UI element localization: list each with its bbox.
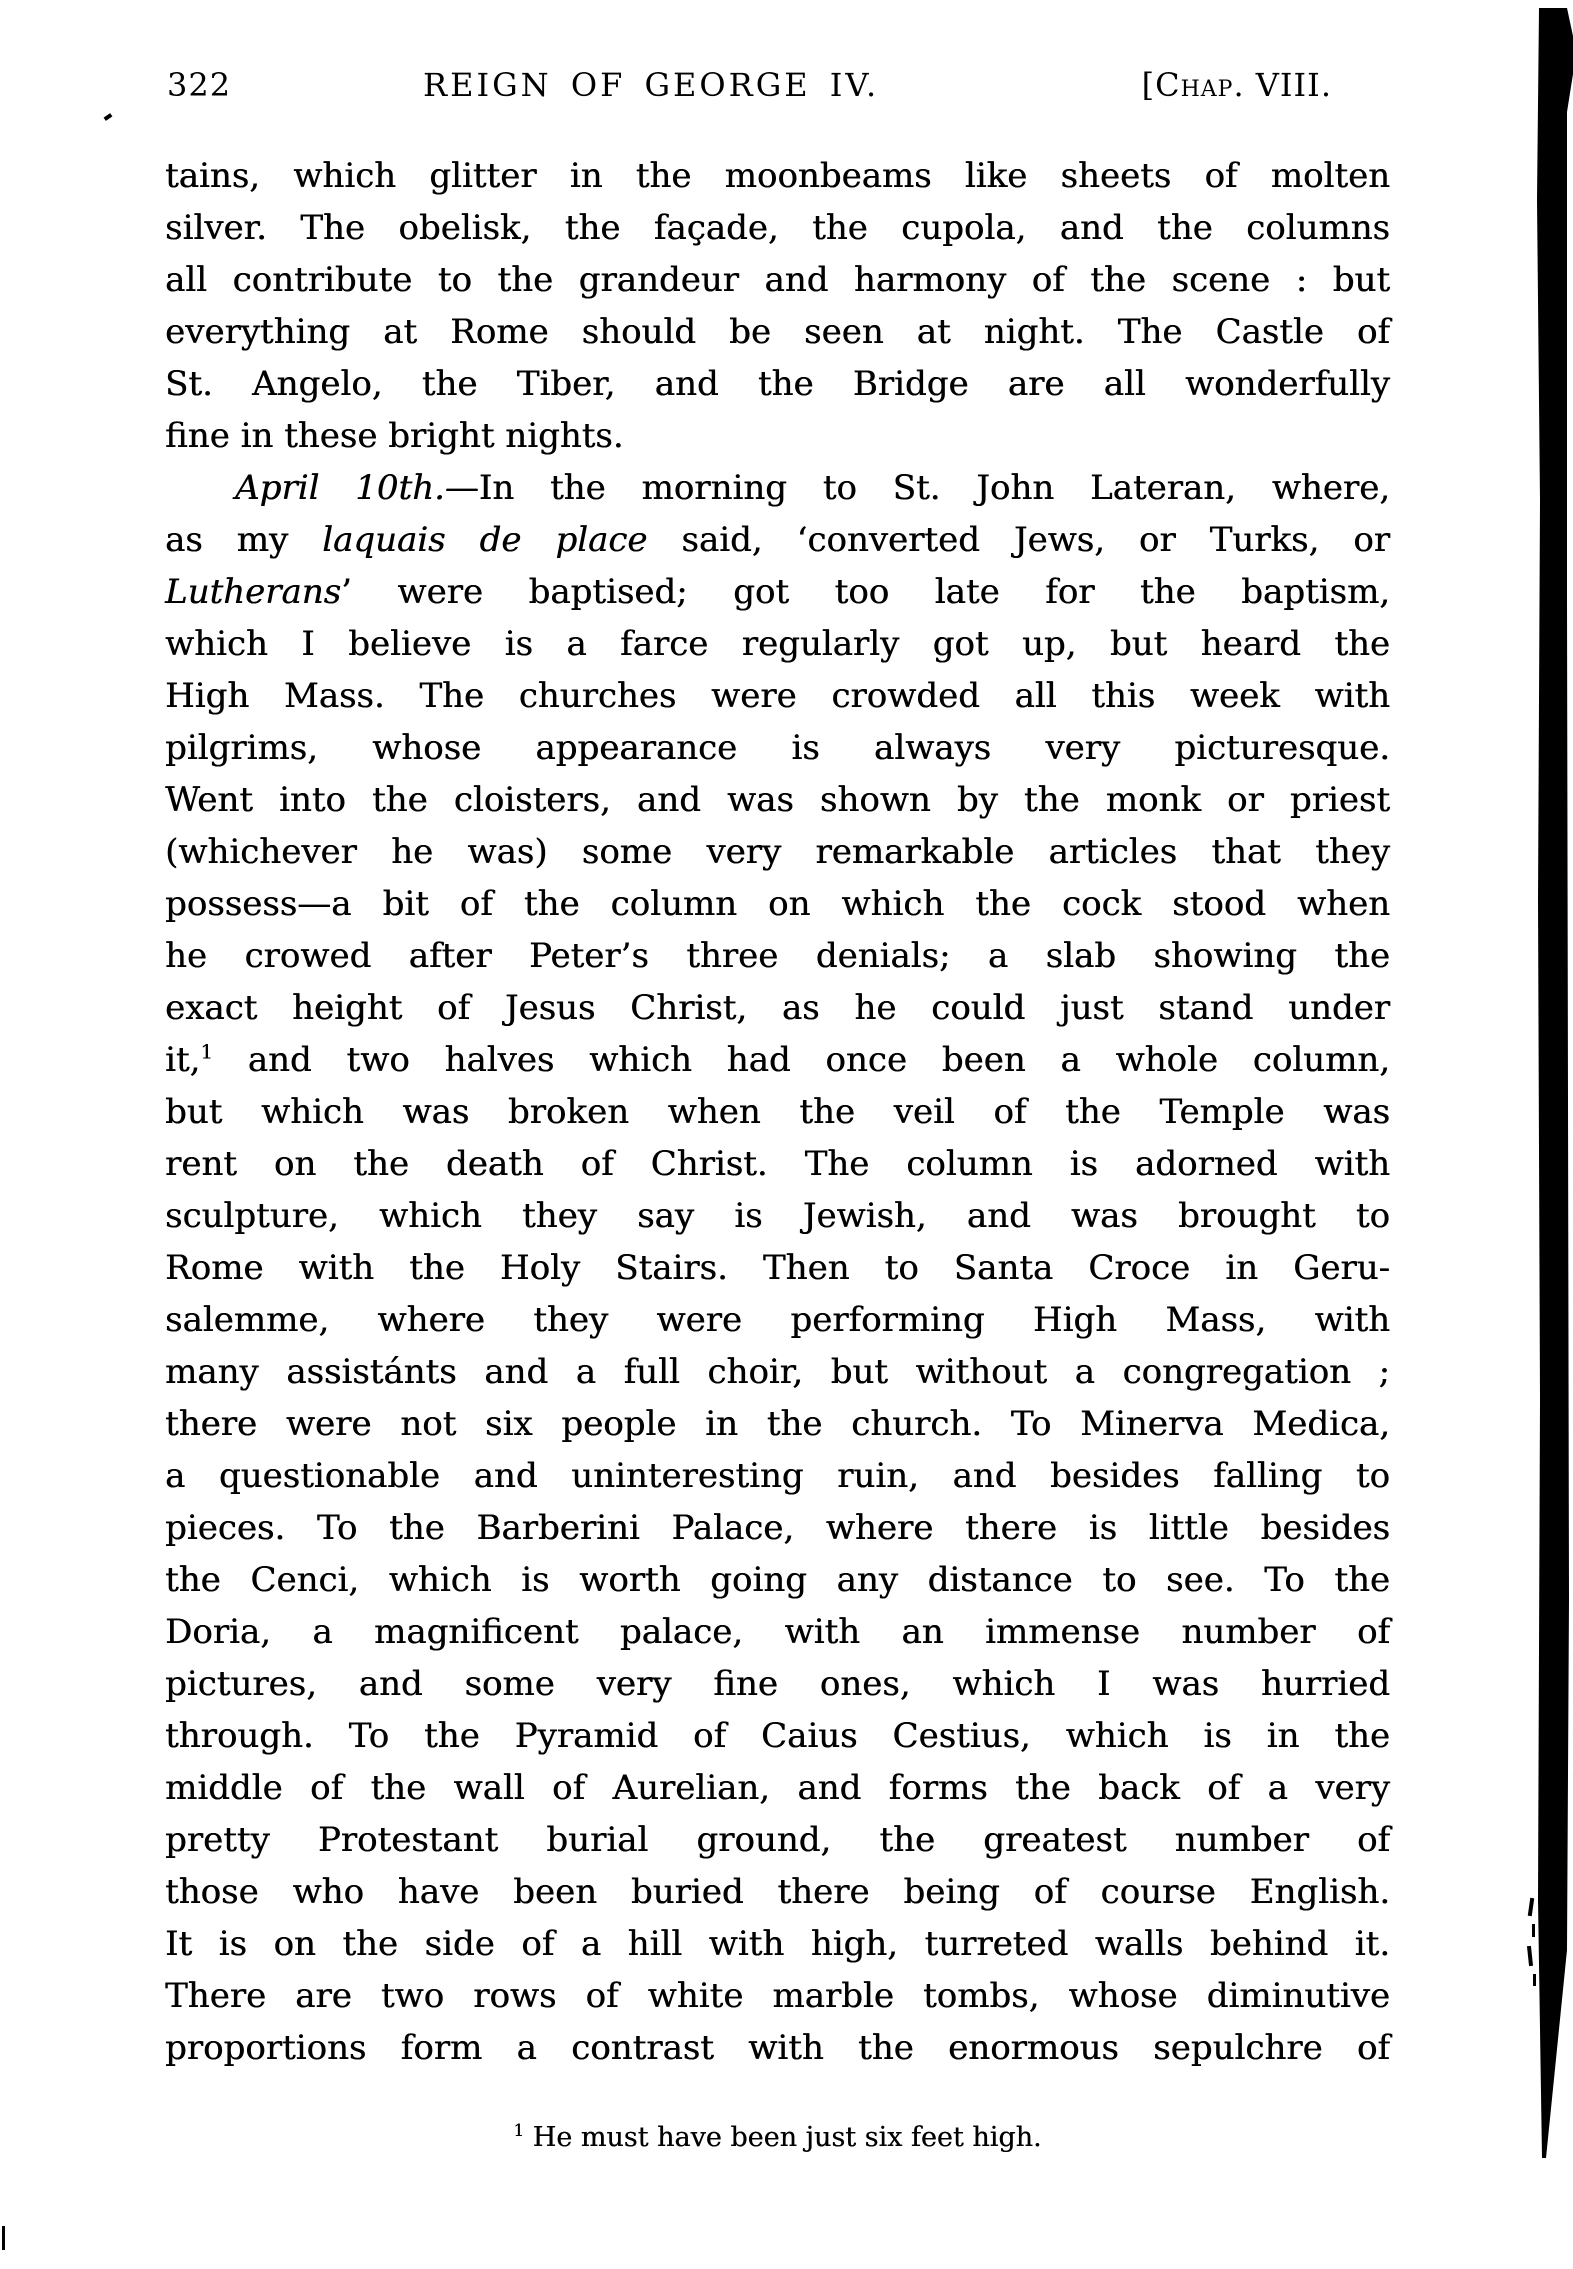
text-line: there were not six people in the church. To Minerva Medica, (165, 1404, 1390, 1444)
text-line: salemme, where they were performing High Mass, with (165, 1300, 1390, 1340)
text-line: High Mass. The churches were crowded all this week with (165, 676, 1390, 716)
text-line: tains, which glitter in the moonbeams like sheets of molten (165, 156, 1390, 196)
text-line: April 10th.—In the morning to St. John Lateran, where, (235, 468, 1391, 508)
text-line: exact height of Jesus Christ, as he could just stand under (165, 988, 1390, 1028)
text-line: Doria, a magnificent palace, with an immense number of (165, 1612, 1390, 1652)
text-line: through. To the Pyramid of Caius Cestius, which is in the (165, 1716, 1390, 1756)
text-line: it,$^1$ and two halves which had once been a whole column, (165, 1040, 1390, 1080)
scan-artifact-right-band (1513, 0, 1573, 2269)
text-line: a questionable and uninteresting ruin, and besides falling to (165, 1456, 1390, 1496)
text-line: Went into the cloisters, and was shown by the monk or priest (165, 780, 1390, 820)
text-line: (whichever he was) some very remarkable articles that they (165, 832, 1390, 872)
text-line: many assistánts and a full choir, but without a congregation ; (165, 1352, 1390, 1392)
text-line: all contribute to the grandeur and harmony of the scene : but (165, 260, 1390, 300)
text-line: pieces. To the Barberini Palace, where there is little besides (165, 1508, 1390, 1548)
text-line: rent on the death of Christ. The column is adorned with (165, 1144, 1390, 1184)
text-line: pictures, and some very fine ones, which I was hurried (165, 1664, 1390, 1704)
text-line: pilgrims, whose appearance is always very picturesque. (165, 728, 1390, 768)
text-line: which I believe is a farce regularly got up, but heard the (165, 624, 1390, 664)
text-line: everything at Rome should be seen at night. The Castle of (165, 312, 1390, 352)
text-line: Rome with the Holy Stairs. Then to Santa Croce in Geru- (165, 1248, 1390, 1288)
running-title: REIGN OF GEORGE IV. (423, 66, 880, 104)
scan-speck (2, 2226, 5, 2250)
text-line: middle of the wall of Aurelian, and forms the back of a very (165, 1768, 1390, 1808)
footnote-text: He must have been just six feet high. (532, 2122, 1042, 2153)
text-line: It is on the side of a hill with high, turreted walls behind it. (165, 1924, 1390, 1964)
footnote (165, 2120, 1390, 2153)
scan-speck (104, 113, 113, 121)
text-line: pretty Protestant burial ground, the greatest number of (165, 1820, 1390, 1860)
chapter-label: [Chap. VIII. (1141, 66, 1332, 104)
text-line: those who have been buried there being of course English. (165, 1872, 1390, 1912)
text-line: St. Angelo, the Tiber, and the Bridge are all wonderfully (165, 364, 1390, 404)
footnote-marker: 1 (513, 2120, 525, 2140)
page-number: 322 (167, 66, 232, 104)
text-line: the Cenci, which is worth going any distance to see. To the (165, 1560, 1390, 1600)
text-line: as my laquais de place said, ‘converted Jews, or Turks, or (165, 520, 1390, 560)
text-line: he crowed after Peter’s three denials; a slab showing the (165, 936, 1390, 976)
text-line: but which was broken when the veil of the Temple was (165, 1092, 1390, 1132)
text-line: sculpture, which they say is Jewish, and was brought to (165, 1196, 1390, 1236)
page-header (165, 66, 1390, 110)
text-line: proportions form a contrast with the enormous sepulchre of (165, 2028, 1390, 2068)
page-body (165, 150, 1390, 2074)
text-line: fine in these bright nights. (165, 416, 624, 456)
text-line: possess—a bit of the column on which the cock stood when (165, 884, 1390, 924)
text-line: There are two rows of white marble tombs, whose diminutive (165, 1976, 1390, 2016)
text-line: Lutherans’ were baptised; got too late for the baptism, (165, 572, 1390, 612)
text-line: silver. The obelisk, the façade, the cupola, and the columns (165, 208, 1390, 248)
